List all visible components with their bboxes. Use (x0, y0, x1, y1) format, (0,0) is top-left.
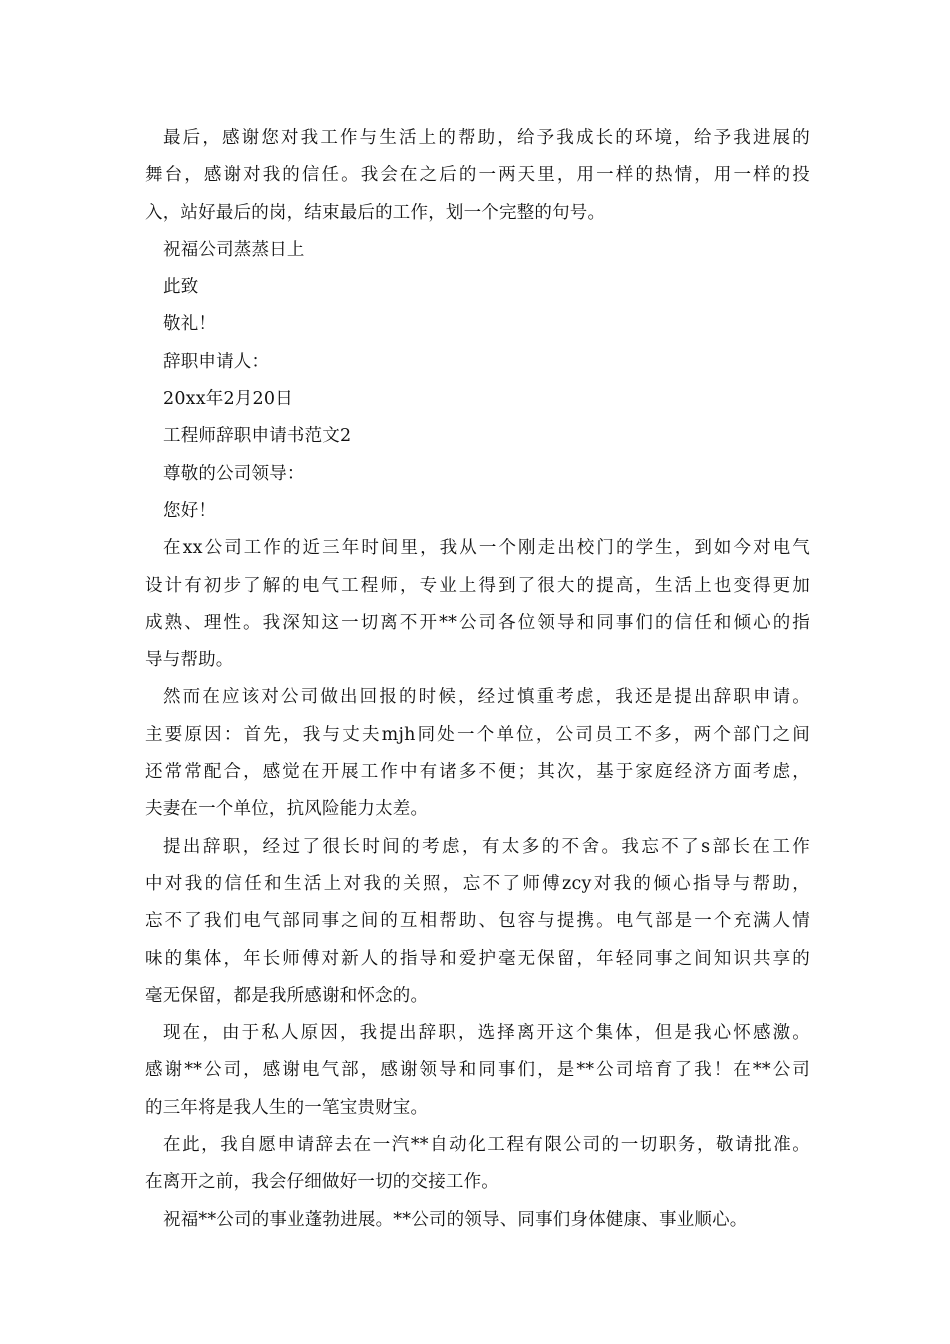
paragraph-line: 感谢**公司，感谢电气部，感谢领导和同事们，是**公司培育了我！在**公司 (145, 1060, 810, 1081)
paragraph-line: 还常常配合，感觉在开展工作中有诸多不便；其次，基于家庭经济方面考虑， (145, 762, 810, 783)
paragraph-line: 现在，由于私人原因，我提出辞职，选择离开这个集体，但是我心怀感激。 (163, 1023, 810, 1044)
document-page (145, 120, 810, 1239)
paragraph-line: 在此，我自愿申请辞去在一汽**自动化工程有限公司的一切职务，敬请批准。 (163, 1135, 810, 1156)
salutation-cizhi: 此致 (163, 277, 199, 298)
greeting-recipient: 尊敬的公司领导： (163, 463, 305, 484)
paragraph-line: 在xx公司工作的近三年时间里，我从一个刚走出校门的学生，到如今对电气 (163, 538, 810, 559)
paragraph-line: 设计有初步了解的电气工程师，专业上得到了很大的提高，生活上也变得更加 (145, 575, 810, 596)
closing-wish: 祝福公司蒸蒸日上 (163, 239, 305, 260)
applicant-label: 辞职申请人： (163, 351, 270, 372)
paragraph-line: 毫无保留，都是我所感谢和怀念的。 (145, 985, 429, 1006)
paragraph-line: 忘不了我们电气部同事之间的互相帮助、包容与提携。电气部是一个充满人情 (145, 911, 810, 932)
letter-date: 20xx年2月20日 (163, 389, 293, 410)
greeting-hello: 您好！ (163, 500, 217, 521)
section-title: 工程师辞职申请书范文2 (163, 426, 352, 447)
paragraph-line: 然而在应该对公司做出回报的时候，经过慎重考虑，我还是提出辞职申请。 (163, 687, 810, 708)
paragraph-line: 的三年将是我人生的一笔宝贵财宝。 (145, 1097, 429, 1118)
paragraph-line: 在离开之前，我会仔细做好一切的交接工作。 (145, 1172, 499, 1193)
paragraph-line: 中对我的信任和生活上对我的关照，忘不了师傅zcy对我的倾心指导与帮助， (145, 873, 810, 894)
paragraph-line: 夫妻在一个单位，抗风险能力太差。 (145, 799, 429, 820)
paragraph-line: 味的集体，年长师傅对新人的指导和爱护毫无保留，年轻同事之间知识共享的 (145, 948, 810, 969)
paragraph-line: 最后，感谢您对我工作与生活上的帮助，给予我成长的环境，给予我进展的 (163, 128, 810, 148)
paragraph-line: 成熟、理性。我深知这一切离不开**公司各位领导和同事们的信任和倾心的指 (145, 612, 810, 633)
paragraph-line: 提出辞职，经过了很长时间的考虑，有太多的不舍。我忘不了s部长在工作 (163, 836, 810, 857)
paragraph-line: 导与帮助。 (145, 650, 234, 671)
paragraph-line: 舞台，感谢对我的信任。我会在之后的一两天里，用一样的热情，用一样的投 (145, 165, 810, 186)
salutation-jingli: 敬礼！ (163, 314, 217, 335)
paragraph-line: 入，站好最后的岗，结束最后的工作，划一个完整的句号。 (145, 202, 606, 223)
paragraph-line: 主要原因：首先，我与丈夫mjh同处一个单位，公司员工不多，两个部门之间 (145, 724, 810, 745)
paragraph-line: 祝福**公司的事业蓬勃进展。**公司的领导、同事们身体健康、事业顺心。 (163, 1209, 748, 1230)
